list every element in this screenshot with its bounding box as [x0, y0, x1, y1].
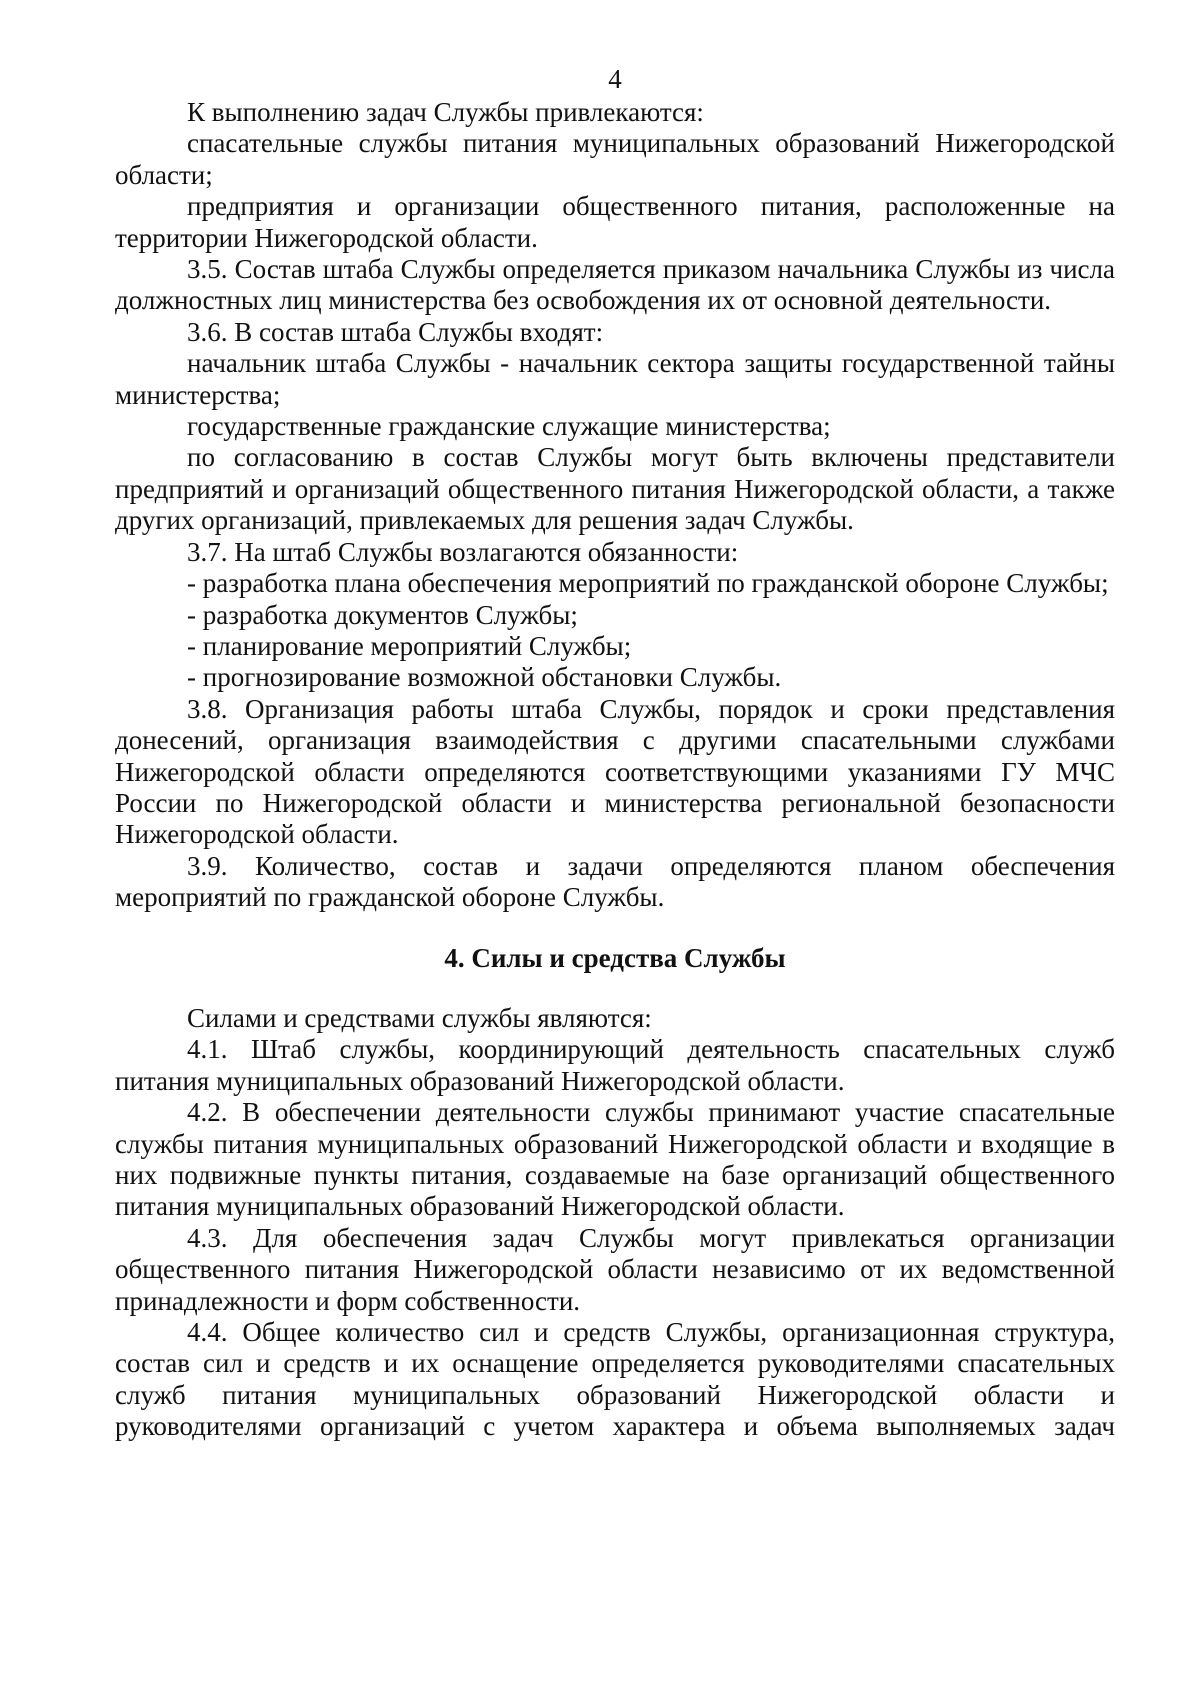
paragraph: 3.7. На штаб Службы возлагаются обязанности: [187, 536, 739, 567]
paragraph: 4.2. В обеспечении деятельности службы принимают участие спасательные службы питания муниципальных образований Нижегородской области и входящие в них подвижные пункты питания, создаваемые на базе организаций общественного питания муниципальных образований Нижегородской области. [115, 1097, 1115, 1222]
section-4 [115, 1003, 1115, 1443]
paragraph: государственные гражданские служащие министерства; [187, 411, 831, 442]
page-number: 4 [608, 64, 622, 94]
section-heading: 4. Силы и средства Службы [444, 942, 786, 973]
paragraph: 4.4. Общее количество сил и средств Службы, организационная структура, состав сил и средств и их оснащение определяется руководителями спасательных служб питания муниципальных образований Нижегородской области и руководителями организаций с учетом характера и объема выполняемых задач [115, 1317, 1115, 1442]
paragraph: 4.1. Штаб службы, координирующий деятельность спасательных служб питания муниципальных образований Нижегородской области. [115, 1034, 1115, 1096]
paragraph: 3.8. Организация работы штаба Службы, порядок и сроки представления донесений, организация взаимодействия с другими спасательными службами Нижегородской области определяются соответствующими указаниями ГУ МЧС России по Нижегородской области и министерства региональной безопасности Нижегородской области. [115, 693, 1115, 850]
paragraph: Силами и средствами службы являются: [187, 1002, 652, 1033]
paragraph: 3.6. В состав штаба Службы входят: [187, 316, 604, 347]
paragraph: начальник штаба Службы - начальник сектора защиты государственной тайны министерства; [115, 348, 1115, 410]
paragraph: 4.3. Для обеспечения задач Службы могут привлекаться организации общественного питания Нижегородской области независимо от их ведомственной принадлежности и форм собственности. [115, 1222, 1115, 1316]
section-3-continuation [115, 97, 1115, 914]
paragraph: по согласованию в состав Службы могут быть включены представители предприятий и организаций общественного питания Нижегородской области, а также других организаций, привлекаемых для решения задач Службы. [115, 442, 1115, 536]
paragraph: - разработка документов Службы; [187, 599, 578, 630]
paragraph: К выполнению задач Службы привлекаются: [187, 97, 704, 127]
paragraph: - разработка плана обеспечения мероприятий по гражданской обороне Службы; [187, 568, 1109, 599]
paragraph: предприятия и организации общественного питания, расположенные на территории Нижегородской области. [115, 191, 1115, 253]
paragraph: спасательные службы питания муниципальных образований Нижегородской области; [115, 128, 1115, 190]
paragraph: - прогнозирование возможной обстановки Службы. [187, 662, 782, 693]
paragraph: - планирование мероприятий Службы; [187, 630, 632, 661]
paragraph: 3.5. Состав штаба Службы определяется приказом начальника Службы из числа должностных лиц министерства без освобождения их от основной деятельности. [115, 254, 1115, 316]
document-page [115, 64, 1115, 1443]
paragraph: 3.9. Количество, состав и задачи определяются планом обеспечения мероприятий по гражданской обороне Службы. [115, 850, 1115, 913]
